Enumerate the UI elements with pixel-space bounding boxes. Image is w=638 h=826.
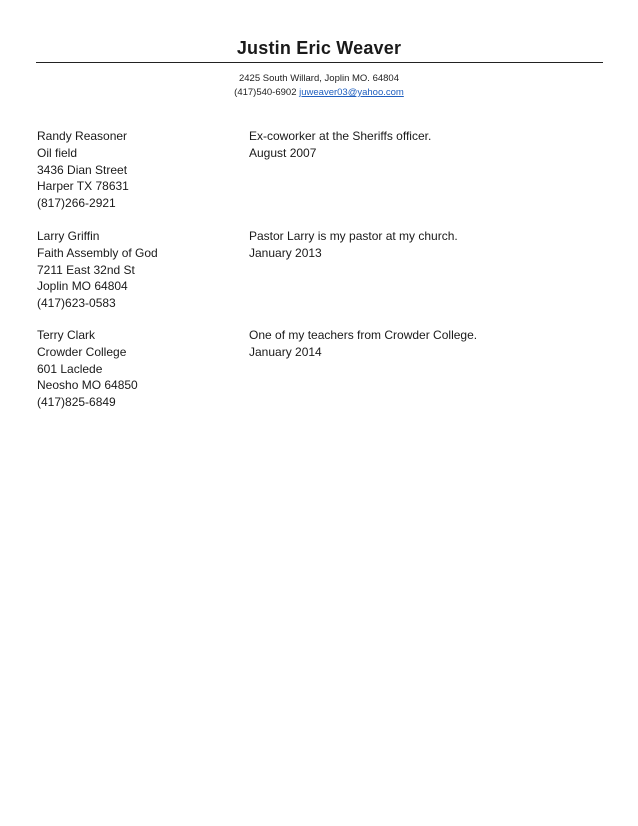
reference-relation: Pastor Larry is my pastor at my church. [249, 229, 458, 243]
reference-city: Neosho MO 64850 [37, 378, 138, 393]
applicant-address: 2425 South Willard, Joplin MO. 64804 [238, 73, 399, 84]
reference-contact [37, 327, 237, 411]
reference-organization: Oil field [37, 145, 78, 160]
reference-name: Larry Griffin [37, 229, 100, 243]
reference-details [249, 228, 589, 262]
reference-contact [37, 128, 237, 212]
reference-phone: (817)266-2921 [37, 196, 116, 210]
reference-street: 3436 Dian Street [37, 162, 128, 177]
reference-city: Harper TX 78631 [37, 179, 129, 194]
reference-city: Joplin MO 64804 [37, 279, 128, 294]
reference-relation: One of my teachers from Crowder College. [249, 328, 478, 342]
reference-street: 601 Laclede [37, 361, 103, 376]
reference-relation: Ex-coworker at the Sheriffs officer. [249, 129, 432, 143]
applicant-phone: (417)540-6902 [234, 87, 297, 98]
reference-phone: (417)825-6849 [37, 395, 116, 409]
reference-date: January 2014 [249, 344, 322, 359]
reference-date: January 2013 [249, 245, 322, 260]
reference-phone: (417)623-0583 [37, 296, 116, 310]
header-divider [36, 62, 603, 63]
reference-name: Randy Reasoner [37, 129, 128, 143]
applicant-contact-line [0, 87, 638, 98]
reference-organization: Crowder College [37, 344, 127, 359]
reference-date: August 2007 [249, 145, 317, 160]
applicant-email-link[interactable]: juweaver03@yahoo.com [299, 87, 404, 98]
reference-street: 7211 East 32nd St [37, 262, 135, 277]
reference-name: Terry Clark [37, 328, 96, 342]
reference-details [249, 327, 589, 361]
applicant-name: Justin Eric Weaver [236, 38, 402, 58]
reference-organization: Faith Assembly of God [37, 245, 158, 260]
reference-details [249, 128, 589, 162]
reference-contact [37, 228, 237, 312]
